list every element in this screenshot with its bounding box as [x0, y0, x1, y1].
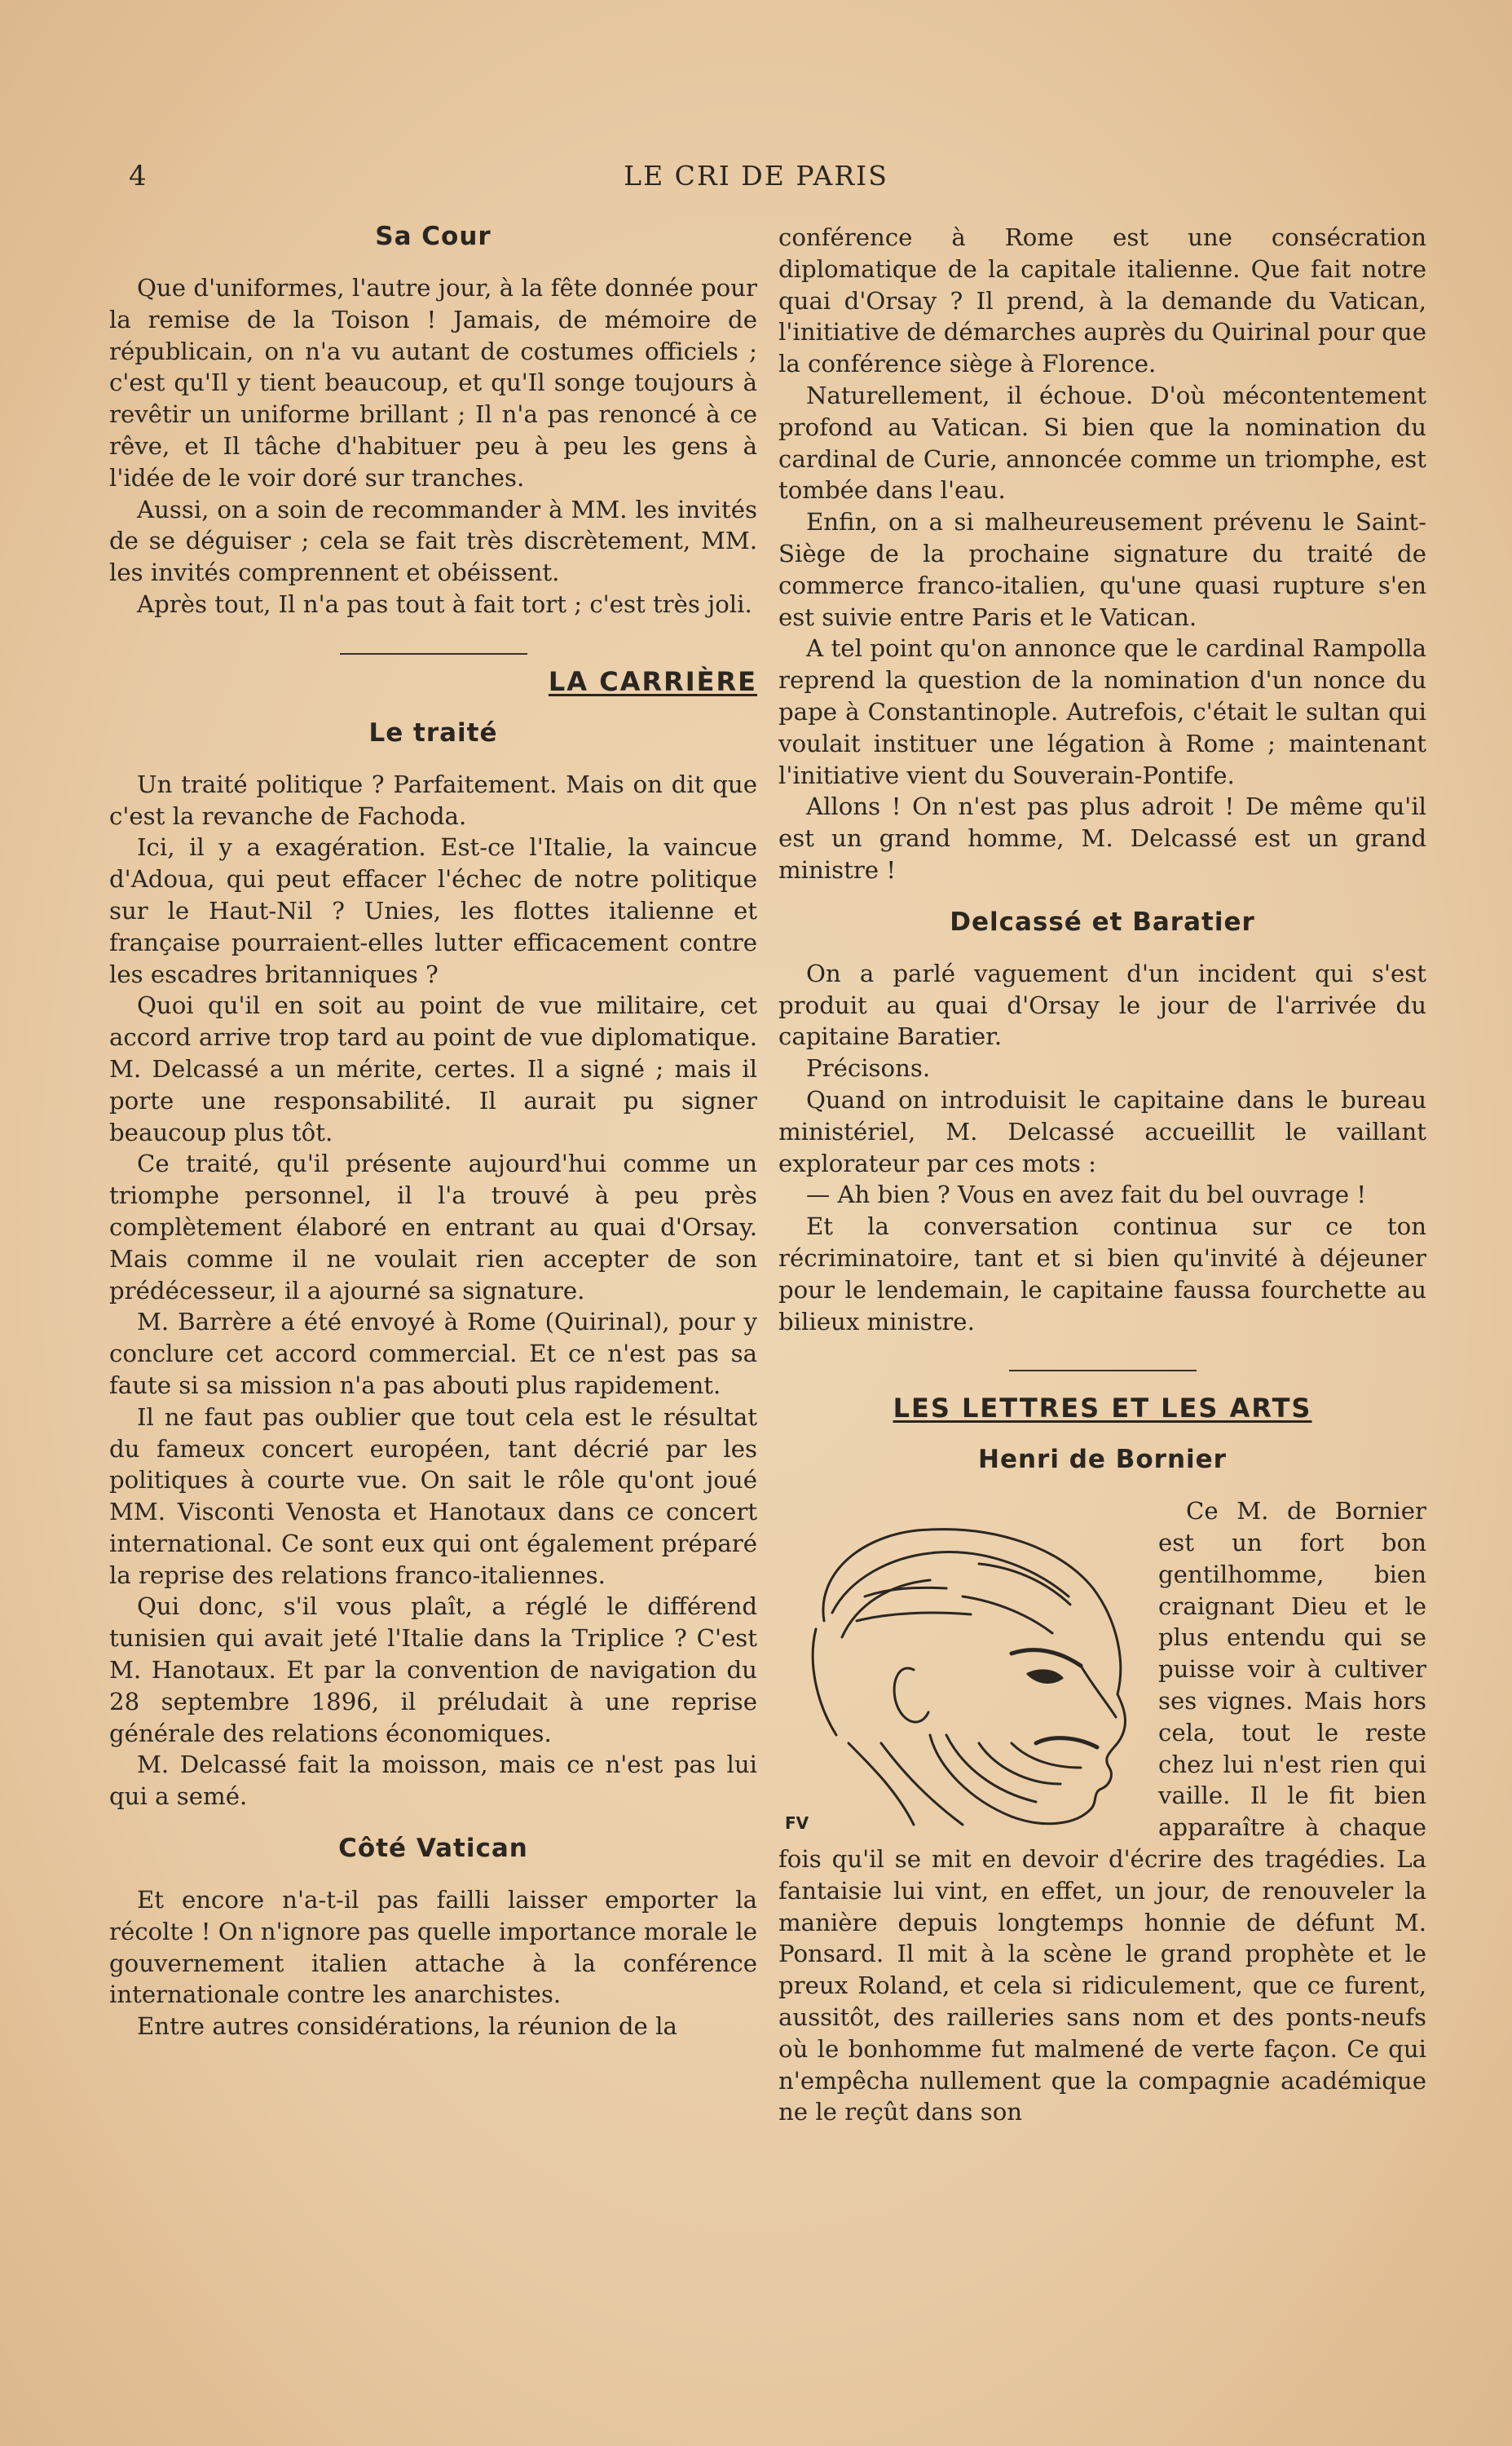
left-column — [109, 222, 757, 2042]
paragraph: Un traité politique ? Parfaitement. Mais on dit que c'est la revanche de Fachoda. — [109, 770, 757, 830]
paragraph: Quand on introduisit le capitaine dans le bureau ministériel, M. Delcassé accueillit le vaillant explorateur par ces mots : — [778, 1085, 1426, 1177]
paragraph: Entre autres considérations, la réunion de la — [137, 2012, 677, 2041]
section-heading-lettres-arts: LES LETTRES ET LES ARTS — [893, 1393, 1312, 1424]
paragraph: Ici, il y a exagération. Est-ce l'Italie, la vaincue d'Adoua, qui peut effacer l'échec de notre politique sur le Haut-Nil ? Unies, les flottes italienne et française pourraient-elles lutter efficacement contre les escadres britanniques ? — [109, 833, 757, 988]
article-title-sa-cour: Sa Cour — [375, 222, 492, 251]
paragraph: Et la conversation continua sur ce ton récriminatoire, tant et si bien qu'invité à déjeuner pour le lendemain, le capitaine faussa fourchette au bilieux ministre. — [778, 1212, 1426, 1336]
paragraph: M. Delcassé fait la moisson, mais ce n'est pas lui qui a semé. — [109, 1751, 757, 1811]
paragraph: Quoi qu'il en soit au point de vue militaire, cet accord arrive trop tard au point de vue diplomatique. M. Delcassé a un mérite, certes. Il a signé ; mais il porte une responsabilité. Il aurait pu signer beaucoup plus tôt. — [109, 991, 757, 1146]
paragraph: Il ne faut pas oublier que tout cela est le résultat du fameux concert européen, tant décrié par les politiques à courte vue. On sait le rôle qu'ont joué MM. Visconti Venosta et Hanotaux dans ce concert international. Ce sont eux qui ont également préparé la reprise des relations franco-italiennes. — [109, 1402, 757, 1589]
paragraph: conférence à Rome est une consécration diplomatique de la capitale italienne. Que fait notre quai d'Orsay ? Il prend, à la demande du Vatican, l'initiative de démarches auprès du Quirinal pour que la conférence siège à Florence. — [778, 223, 1426, 378]
paragraph: Qui donc, s'il vous plaît, a réglé le différend tunisien qui avait jeté l'Italie dans la Triplice ? C'est M. Hanotaux. Et par la convention de navigation du 28 septembre 1896, il préludait à une reprise générale des relations économiques. — [109, 1592, 757, 1747]
article-title-henri-de-bornier: Henri de Bornier — [978, 1445, 1227, 1475]
paragraph: — Ah bien ? Vous en avez fait du bel ouvrage ! — [806, 1181, 1367, 1209]
portrait-illustration — [767, 1499, 1150, 1841]
paragraph: Ce M. de Bornier est un fort bon gentilhomme, bien craignant Dieu et le plus entendu qui se puisse voir à cultiver ses vignes. Mais hors cela, tout le reste chez lui n'est rien qui vaille. Il le fit bien apparaître à chaque fois qu'il se mit en devoir d'écrire des tragédies. La fantaisie lui vint, en effet, un jour, de renouveler la manière depuis longtemps honnie de défunt M. Ponsard. Il mit à la scène le grand prophète et le preux Roland, et cela si ridiculement, que ce furent, aussitôt, des railleries sans nom et des ponts-neufs où le bonhomme fut malmené de verte façon. Ce qui n'empêcha nullement que la compagnie académique ne le reçût dans son — [778, 1497, 1426, 2126]
right-column — [778, 222, 1426, 2128]
paragraph: Allons ! On n'est pas plus adroit ! De même qu'il est un grand homme, M. Delcassé est un grand ministre ! — [778, 793, 1426, 884]
article-title-cote-vatican: Côté Vatican — [338, 1834, 528, 1864]
paragraph: M. Barrère a été envoyé à Rome (Quirinal), pour y conclure cet accord commercial. Et ce n'est pas sa faute si sa mission n'a pas abouti plus rapidement. — [109, 1308, 757, 1399]
paragraph: Naturellement, il échoue. D'où mécontentement profond au Vatican. Si bien que la nomination du cardinal de Curie, annoncée comme un triomphe, est tombée dans l'eau. — [778, 381, 1426, 505]
bornier-article — [778, 1495, 1426, 2128]
paragraph: Ce traité, qu'il présente aujourd'hui comme un triomphe personnel, il l'a trouvé à peu près complètement élaboré en entrant au quai d'Orsay. Mais comme il ne voulait rien accepter de son prédécesseur, il a ajourné sa signature. — [109, 1150, 757, 1305]
paragraph: Après tout, Il n'a pas tout à fait tort ; c'est très joli. — [137, 589, 752, 618]
article-title-le-traite: Le traité — [368, 717, 498, 748]
paragraph: Aussi, on a soin de recommander à MM. les invités de se déguiser ; cela se fait très discrètement, MM. les invités comprennent et obéissent. — [109, 495, 757, 587]
paragraph: Que d'uniformes, l'autre jour, à la fête donnée pour la remise de la Toison ! Jamais, de mémoire de républicain, on n'a vu autant de costumes officiels ; c'est qu'Il y tient beaucoup, et qu'Il songe toujours à revêtir un uniforme brillant ; Il n'a pas renoncé à ce rêve, et Il tâche d'habituer peu à peu les gens à l'idée de le voir doré sur tranches. — [109, 274, 757, 492]
page-header — [0, 160, 1512, 201]
section-heading-la-carriere: LA CARRIÈRE — [548, 665, 757, 697]
portrait-monogram: FV — [785, 1813, 809, 1834]
newspaper-title: LE CRI DE PARIS — [624, 160, 888, 192]
paragraph: A tel point qu'on annonce que le cardinal Rampolla reprend la question de la nomination d'un nonce du pape à Constantinople. Autrefois, c'était le sultan qui voulait instituer une légation à Rome ; maintenant l'initiative vient du Souverain-Pontife. — [778, 634, 1426, 789]
paragraph: Enfin, on a si malheureusement prévenu le Saint-Siège de la prochaine signature du traité de commerce franco-italien, qu'une quasi rupture s'en est suivie entre Paris et le Vatican. — [778, 508, 1426, 631]
paragraph: Précisons. — [806, 1054, 931, 1083]
paragraph: On a parlé vaguement d'un incident qui s'est produit au quai d'Orsay le jour de l'arrivée du capitaine Baratier. — [778, 959, 1426, 1051]
page-number: 4 — [129, 160, 147, 192]
paragraph: Et encore n'a-t-il pas failli laisser emporter la récolte ! On n'ignore pas quelle importance morale le gouvernement italien attache à la conférence internationale contre les anarchistes. — [109, 1886, 757, 2009]
article-title-delcasse-baratier: Delcassé et Baratier — [950, 907, 1255, 937]
